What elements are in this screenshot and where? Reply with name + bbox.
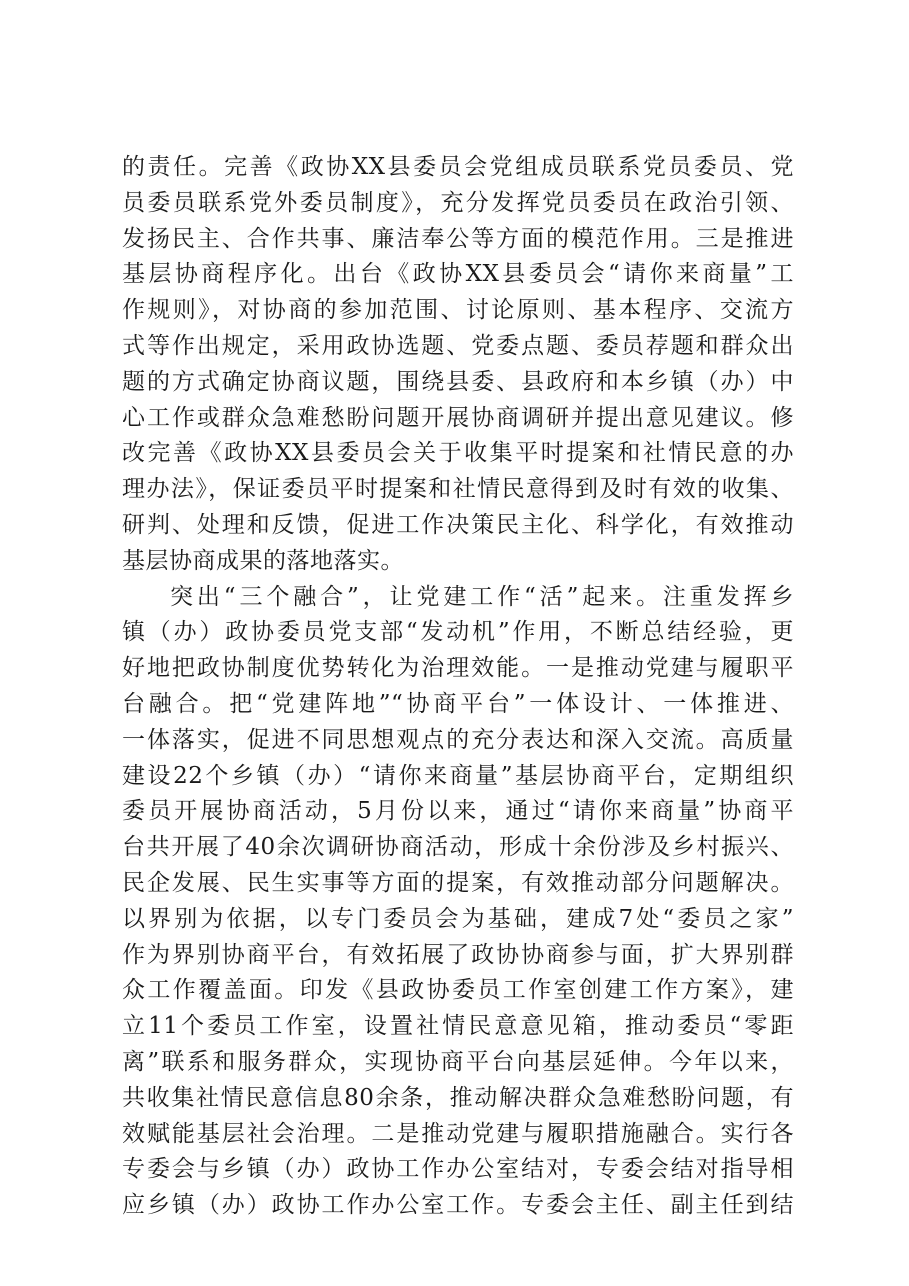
paragraph-2-line: 立11个委员工作室，设置社情民意意见箱，推动委员“零距	[122, 1013, 794, 1040]
paragraph-2-line: 台共开展了40余次调研协商活动，形成十余份涉及乡村振兴、	[122, 834, 794, 861]
paragraph-2-line: 镇（办）政协委员党支部“发动机”作用，不断总结经验，更	[122, 619, 794, 646]
paragraph-2-line: 应乡镇（办）政协工作办公室工作。专委会主任、副主任到结	[122, 1192, 794, 1219]
paragraph-1-line: 基层协商程序化。出台《政协XX县委员会“请你来商量”工	[122, 261, 794, 288]
paragraph-2-line: 以界别为依据，以专门委员会为基础，建成7处“委员之家”	[122, 905, 794, 932]
paragraph-2-line: 台融合。把“党建阵地”“协商平台”一体设计、一体推进、	[122, 690, 794, 717]
paragraph-2-line: 效赋能基层社会治理。二是推动党建与履职措施融合。实行各	[122, 1120, 794, 1147]
paragraph-1-line: 发扬民主、合作共事、廉洁奉公等方面的模范作用。三是推进	[122, 225, 794, 252]
paragraph-2-line: 一体落实，促进不同思想观点的充分表达和深入交流。高质量	[122, 726, 794, 753]
paragraph-1-line: 员委员联系党外委员制度》，充分发挥党员委员在政治引领、	[122, 189, 794, 216]
paragraph-1-line: 式等作出规定，采用政协选题、党委点题、委员荐题和群众出	[122, 332, 794, 359]
paragraph-1-line: 的责任。完善《政协XX县委员会党组成员联系党员委员、党	[122, 154, 794, 180]
paragraph-1-line: 心工作或群众急难愁盼问题开展协商调研并提出意见建议。修	[122, 404, 794, 431]
paragraph-2-line: 委员开展协商活动，5月份以来，通过“请你来商量”协商平	[122, 798, 794, 825]
paragraph-2-line: 突出“三个融合”，让党建工作“活”起来。注重发挥乡	[170, 583, 794, 610]
paragraph-2-line: 好地把政协制度优势转化为治理效能。一是推动党建与履职平	[122, 655, 794, 682]
paragraph-1-line: 理办法》，保证委员平时提案和社情民意得到及时有效的收集、	[122, 476, 794, 503]
paragraph-2-line: 民企发展、民生实事等方面的提案，有效推动部分问题解决。	[122, 869, 794, 896]
paragraph-1-line: 改完善《政协XX县委员会关于收集平时提案和社情民意的办	[122, 440, 794, 467]
paragraph-2-line: 作为界别协商平台，有效拓展了政协协商参与面，扩大界别群	[122, 941, 794, 968]
paragraph-2-line: 建设22个乡镇（办）“请你来商量”基层协商平台，定期组织	[122, 762, 794, 789]
paragraph-1-line: 题的方式确定协商议题，围绕县委、县政府和本乡镇（办）中	[122, 368, 794, 395]
paragraph-1-line: 基层协商成果的落地落实。	[122, 547, 404, 574]
paragraph-2-line: 共收集社情民意信息80余条，推动解决群众急难愁盼问题，有	[122, 1084, 794, 1111]
paragraph-2-line: 专委会与乡镇（办）政协工作办公室结对，专委会结对指导相	[122, 1156, 794, 1183]
paragraph-2-line: 离”联系和服务群众，实现协商平台向基层延伸。今年以来，	[122, 1048, 794, 1075]
paragraph-2-line: 众工作覆盖面。印发《县政协委员工作室创建工作方案》，建	[122, 977, 794, 1004]
paragraph-1-line: 作规则》，对协商的参加范围、讨论原则、基本程序、交流方	[122, 297, 794, 324]
body-text	[122, 150, 794, 1224]
paragraph-1-line: 研判、处理和反馈，促进工作决策民主化、科学化，有效推动	[122, 511, 794, 538]
